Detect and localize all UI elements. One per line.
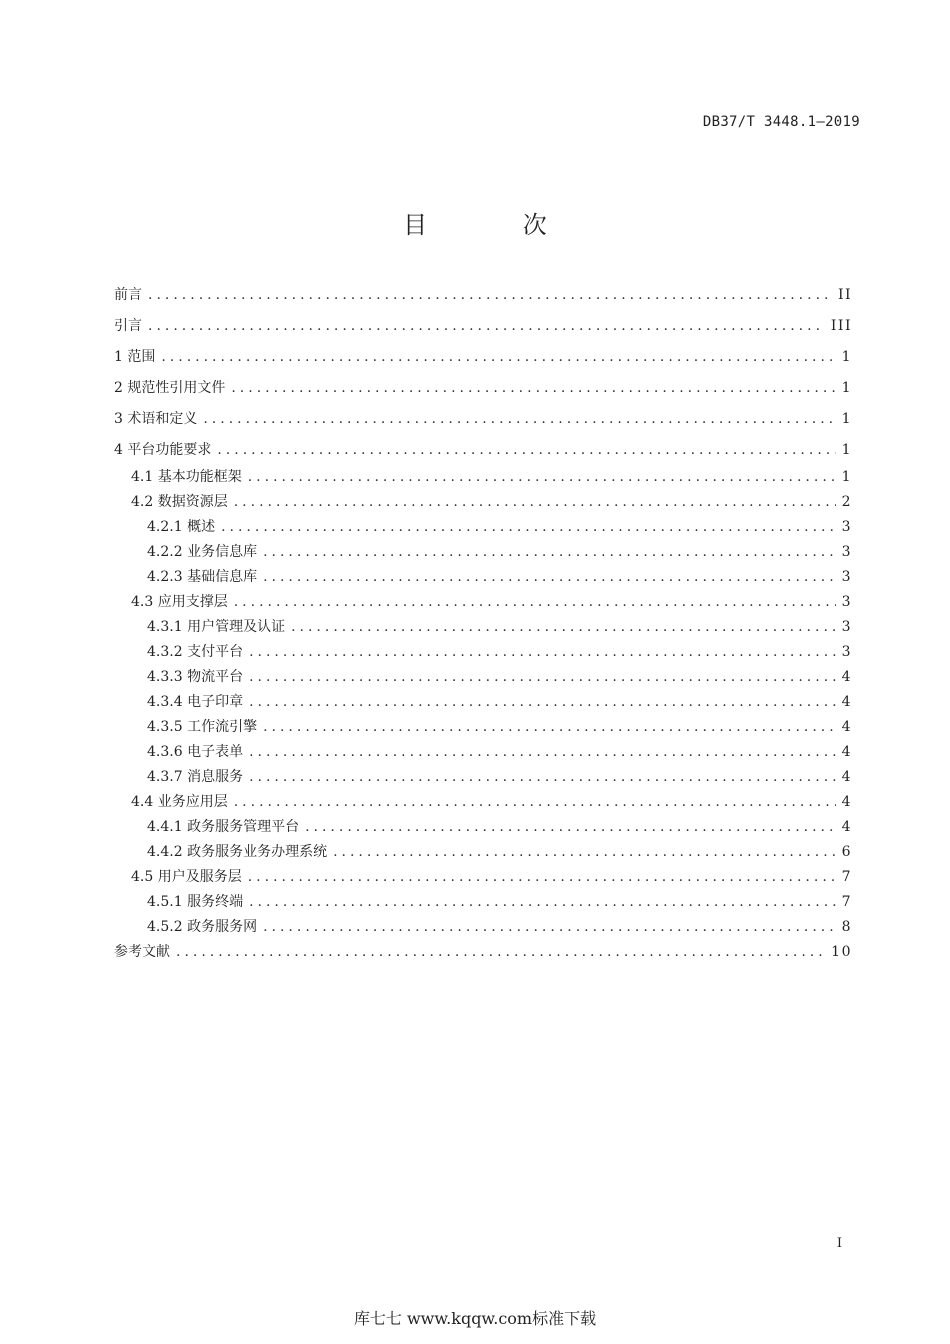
toc-dot-leader [234,792,836,812]
toc-entry[interactable] [114,492,852,517]
toc-dot-leader [203,409,835,429]
toc-dot-leader [291,617,836,637]
toc-entry-text: 4.3.2 支付平台 [147,644,244,660]
toc-entry[interactable] [114,567,852,592]
toc-entry-text: 参考文献 [114,944,170,960]
toc-dot-leader [176,942,825,962]
toc-entry-text: 4.3.6 电子表单 [147,744,244,760]
toc-entry-page: 1 [841,442,852,458]
toc-entry[interactable] [114,917,852,942]
toc-entry-text: 引言 [114,318,142,334]
toc-entry-page: 7 [841,869,852,885]
toc-dot-leader [148,285,832,305]
toc-entry-page: 3 [841,519,852,535]
toc-dot-leader [221,517,836,537]
toc-entry-page: III [830,318,852,334]
toc-entry-text: 3 术语和定义 [114,411,198,427]
toc-entry-text: 4.4.1 政务服务管理平台 [147,819,300,835]
toc-entry-text: 4.5.1 服务终端 [147,894,244,910]
toc-entry[interactable] [114,409,852,440]
toc-entry[interactable] [114,467,852,492]
toc-entry-page: 4 [841,694,852,710]
toc-entry-page: 4 [841,794,852,810]
toc-entry-text: 4 平台功能要求 [114,442,212,458]
toc-dot-leader [234,492,836,512]
toc-dot-leader [263,717,836,737]
toc-entry[interactable] [114,440,852,467]
toc-entry-page: 4 [841,744,852,760]
toc-entry-page: 7 [841,894,852,910]
toc-entry-page: 1 [841,469,852,485]
page-number: I [836,1236,842,1251]
toc-dot-leader [248,867,836,887]
toc-entry-text: 4.2 数据资源层 [131,494,228,510]
toc-entry-text: 2 规范性引用文件 [114,380,226,396]
toc-dot-leader [234,592,836,612]
toc-entry-text: 4.3.3 物流平台 [147,669,244,685]
toc-entry-page: 3 [841,644,852,660]
toc-dot-leader [249,892,836,912]
toc-entry[interactable] [114,817,852,842]
toc-entry-text: 4.4 业务应用层 [131,794,228,810]
toc-entry-text: 4.1 基本功能框架 [131,469,242,485]
toc-dot-leader [148,316,825,336]
toc-entry-text: 4.4.2 政务服务业务办理系统 [147,844,328,860]
toc-entry[interactable] [114,285,852,316]
toc-entry-page: II [837,287,852,303]
toc-dot-leader [249,742,836,762]
toc-entry-page: 6 [841,844,852,860]
toc-entry[interactable] [114,792,852,817]
toc-dot-leader [248,467,836,487]
toc-entry[interactable] [114,767,852,792]
toc-dot-leader [263,567,836,587]
toc-entry[interactable] [114,617,852,642]
toc-entry-text: 4.2.2 业务信息库 [147,544,258,560]
footer-watermark: 库七七 www.kqqw.com标准下载 [353,1309,597,1328]
toc-dot-leader [263,542,836,562]
toc-dot-leader [249,642,836,662]
toc-entry-text: 4.2.1 概述 [147,519,216,535]
toc-entry-text: 4.3 应用支撑层 [131,594,228,610]
table-of-contents [114,285,852,973]
toc-entry[interactable] [114,942,852,973]
toc-dot-leader [305,817,836,837]
toc-entry[interactable] [114,592,852,617]
toc-entry-page: 8 [841,919,852,935]
toc-entry-text: 4.5.2 政务服务网 [147,919,258,935]
toc-entry-page: 4 [841,719,852,735]
toc-entry[interactable] [114,542,852,567]
toc-entry-text: 前言 [114,287,142,303]
toc-entry-text: 4.2.3 基础信息库 [147,569,258,585]
document-code: DB37/T 3448.1—2019 [702,114,860,130]
toc-entry-page: 3 [841,619,852,635]
toc-entry[interactable] [114,867,852,892]
toc-title: 目 次 [403,211,591,239]
toc-dot-leader [333,842,836,862]
toc-entry-text: 4.3.7 消息服务 [147,769,244,785]
toc-entry-page: 4 [841,669,852,685]
toc-entry[interactable] [114,378,852,409]
toc-entry[interactable] [114,347,852,378]
toc-dot-leader [161,347,835,367]
toc-dot-leader [231,378,835,398]
toc-entry-page: 10 [831,944,852,960]
toc-entry-text: 1 范围 [114,349,156,365]
toc-entry[interactable] [114,842,852,867]
toc-entry[interactable] [114,517,852,542]
toc-entry-text: 4.3.4 电子印章 [147,694,244,710]
toc-entry[interactable] [114,667,852,692]
toc-entry-page: 4 [841,819,852,835]
toc-entry[interactable] [114,892,852,917]
toc-entry-page: 3 [841,544,852,560]
toc-entry-page: 1 [841,411,852,427]
toc-dot-leader [217,440,835,460]
toc-entry-page: 4 [841,769,852,785]
toc-entry-page: 3 [841,569,852,585]
toc-dot-leader [249,767,836,787]
toc-entry[interactable] [114,642,852,667]
toc-entry-text: 4.5 用户及服务层 [131,869,242,885]
toc-entry[interactable] [114,742,852,767]
toc-dot-leader [263,917,836,937]
toc-entry-page: 2 [841,494,852,510]
toc-entry[interactable] [114,692,852,717]
toc-entry-page: 1 [841,380,852,396]
toc-dot-leader [249,692,836,712]
toc-entry-page: 3 [841,594,852,610]
toc-dot-leader [249,667,836,687]
toc-entry-page: 1 [841,349,852,365]
toc-entry-text: 4.3.5 工作流引擎 [147,719,258,735]
toc-entry-text: 4.3.1 用户管理及认证 [147,619,286,635]
toc-entry[interactable] [114,717,852,742]
toc-entry[interactable] [114,316,852,347]
